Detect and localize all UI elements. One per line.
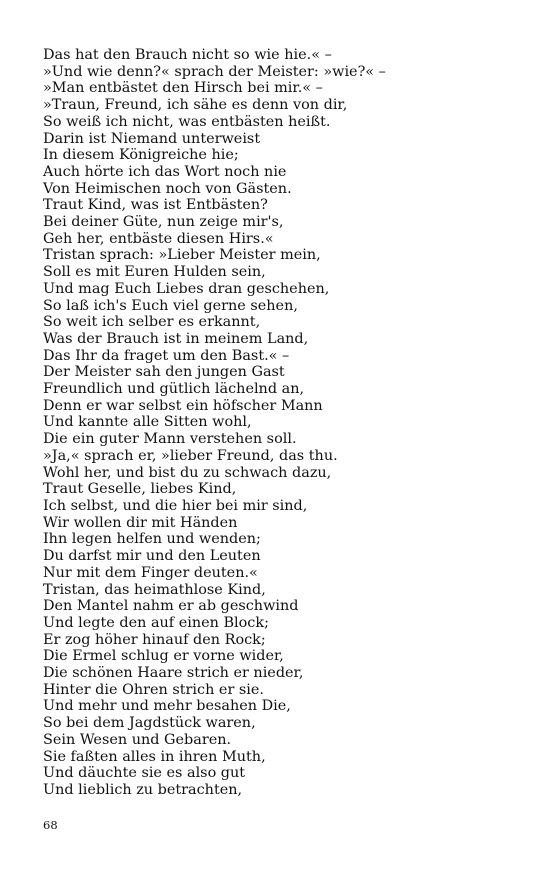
- poem-line: Und legte den auf einen Block;: [43, 614, 269, 631]
- poem-line: Sie faßten alles in ihren Muth,: [43, 748, 266, 765]
- poem-line: Sein Wesen und Gebaren.: [43, 731, 232, 748]
- poem-line: In diesem Königreiche hie;: [43, 147, 239, 164]
- poem-line: So laß ich's Euch viel gerne sehen,: [43, 297, 298, 314]
- poem-line: Und däuchte sie es also gut: [43, 765, 246, 782]
- poem-line: Von Heimischen noch von Gästen.: [43, 180, 292, 197]
- poem-line: Und mehr und mehr besahen Die,: [43, 698, 291, 715]
- poem-line: Tristan sprach: »Lieber Meister mein,: [43, 247, 321, 264]
- poem-line: So bei dem Jagdstück waren,: [43, 715, 256, 732]
- poem-line: Wir wollen dir mit Händen: [43, 514, 238, 531]
- poem-line: Das hat den Brauch nicht so wie hie.« –: [43, 47, 332, 63]
- poem-line: Den Mantel nahm er ab geschwind: [43, 598, 299, 615]
- poem-line: Und mag Euch Liebes dran geschehen,: [43, 280, 330, 297]
- poem-line: Ihn legen helfen und wenden;: [43, 531, 261, 548]
- poem-line: Die schönen Haare strich er nieder,: [43, 665, 304, 682]
- poem-line: Der Meister sah den jungen Gast: [43, 364, 285, 381]
- poem-line: Auch hörte ich das Wort noch nie: [43, 163, 287, 180]
- poem-line: »Traun, Freund, ich sähe es denn von dir,: [43, 97, 348, 114]
- poem-line: Darin ist Niemand unterweist: [43, 130, 261, 147]
- poem-line: Freundlich und gütlich lächelnd an,: [43, 381, 305, 398]
- poem-line: Nur mit dem Finger deuten.«: [43, 564, 258, 581]
- poem-line: Die ein guter Mann verstehen soll.: [43, 431, 297, 448]
- poem-line: Die Ermel schlug er vorne wider,: [43, 648, 284, 665]
- poem-line: »Man entbästet den Hirsch bei mir.« –: [43, 80, 323, 97]
- poem-line: Wohl her, und bist du zu schwach dazu,: [43, 464, 332, 481]
- poem-line: Und kannte alle Sitten wohl,: [43, 414, 252, 431]
- poem-line: Was der Brauch ist in meinem Land,: [43, 330, 309, 347]
- page-number: 68: [43, 818, 58, 832]
- poem-line: Soll es mit Euren Hulden sein,: [43, 264, 266, 281]
- poem-text: [43, 47, 386, 799]
- poem-line: Und lieblich zu betrachten,: [43, 781, 243, 798]
- poem-line: Traut Kind, was ist Entbästen?: [43, 197, 268, 214]
- poem-line: Bei deiner Güte, nun zeige mir's,: [43, 214, 284, 231]
- poem-line: Geh her, entbäste diesen Hirs.«: [43, 230, 274, 247]
- poem-line: Traut Geselle, liebes Kind,: [43, 481, 237, 498]
- poem-line: Denn er war selbst ein höfscher Mann: [43, 397, 323, 414]
- poem-line: Ich selbst, und die hier bei mir sind,: [43, 497, 308, 514]
- poem-line: Das Ihr da fraget um den Bast.« –: [43, 347, 290, 364]
- poem-line: Du darfst mir und den Leuten: [43, 548, 261, 565]
- poem-line: So weit ich selber es erkannt,: [43, 314, 261, 331]
- poem-line: Hinter die Ohren strich er sie.: [43, 681, 264, 698]
- poem-line: »Ja,« sprach er, »lieber Freund, das thu.: [43, 447, 338, 464]
- poem-line: Tristan, das heimathlose Kind,: [43, 581, 266, 598]
- poem-line: Er zog höher hinauf den Rock;: [43, 631, 266, 648]
- poem-line: »Und wie denn?« sprach der Meister: »wie?« –: [43, 63, 386, 80]
- poem-line: So weiß ich nicht, was entbästen heißt.: [43, 113, 331, 130]
